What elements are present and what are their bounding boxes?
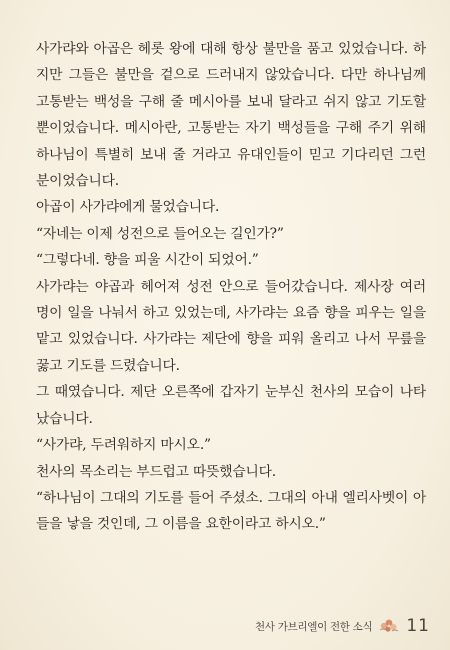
body-text bbox=[36, 36, 426, 538]
paragraph: 사가랴와 아곱은 헤롯 왕에 대해 항상 불만을 품고 있었습니다. 하지만 그들은 불만을 겉으로 드러내지 않았습니다. 다만 하나님께 고통받는 백성을 구해 줄 메시아를 보내 달라고 쉬지 않고 기도할 뿐이었습니다. 메시아란, 고통받는 자기 백성들을 구해 주기 위해 하나님이 특별히 보내 줄 거라고 유대인들이 믿고 기다리던 그런 분이었습니다. bbox=[36, 41, 426, 190]
paragraph: “하나님이 그대의 기도를 들어 주셨소. 그대의 아내 엘리사벳이 아들을 낳을 것인데, 그 이름을 요한이라고 하시오.” bbox=[36, 489, 426, 533]
paragraph: 그 때였습니다. 제단 오른쪽에 갑자기 눈부신 천사의 모습이 나타났습니다. bbox=[36, 384, 426, 427]
paragraph: 천사의 목소리는 부드럽고 따뜻했습니다. bbox=[36, 463, 276, 480]
page-number: 11 bbox=[406, 616, 430, 636]
running-title: 천사 가브리엘이 전한 소식 bbox=[254, 620, 373, 633]
paragraph: “사가랴, 두려워하지 마시오.” bbox=[36, 437, 211, 454]
paragraph: 사가랴는 야곱과 헤어져 성전 안으로 들어갔습니다. 제사장 여러 명이 일을 나눠서 하고 있었는데, 사가랴는 요즘 향을 피우는 일을 맡고 있었습니다. 사가랴는 제단에 향을 피워 올리고 나서 무릎을 꿇고 기도를 드렸습니다. bbox=[36, 278, 426, 374]
paragraph: “그렇다네. 향을 피울 시간이 되었어.” bbox=[36, 252, 259, 269]
paragraph: “자네는 이제 성전으로 들어오는 길인가?” bbox=[36, 225, 284, 242]
page-footer bbox=[255, 616, 430, 636]
flower-ornament-icon bbox=[378, 617, 400, 635]
paragraph: 아곱이 사가랴에게 물었습니다. bbox=[36, 199, 220, 216]
